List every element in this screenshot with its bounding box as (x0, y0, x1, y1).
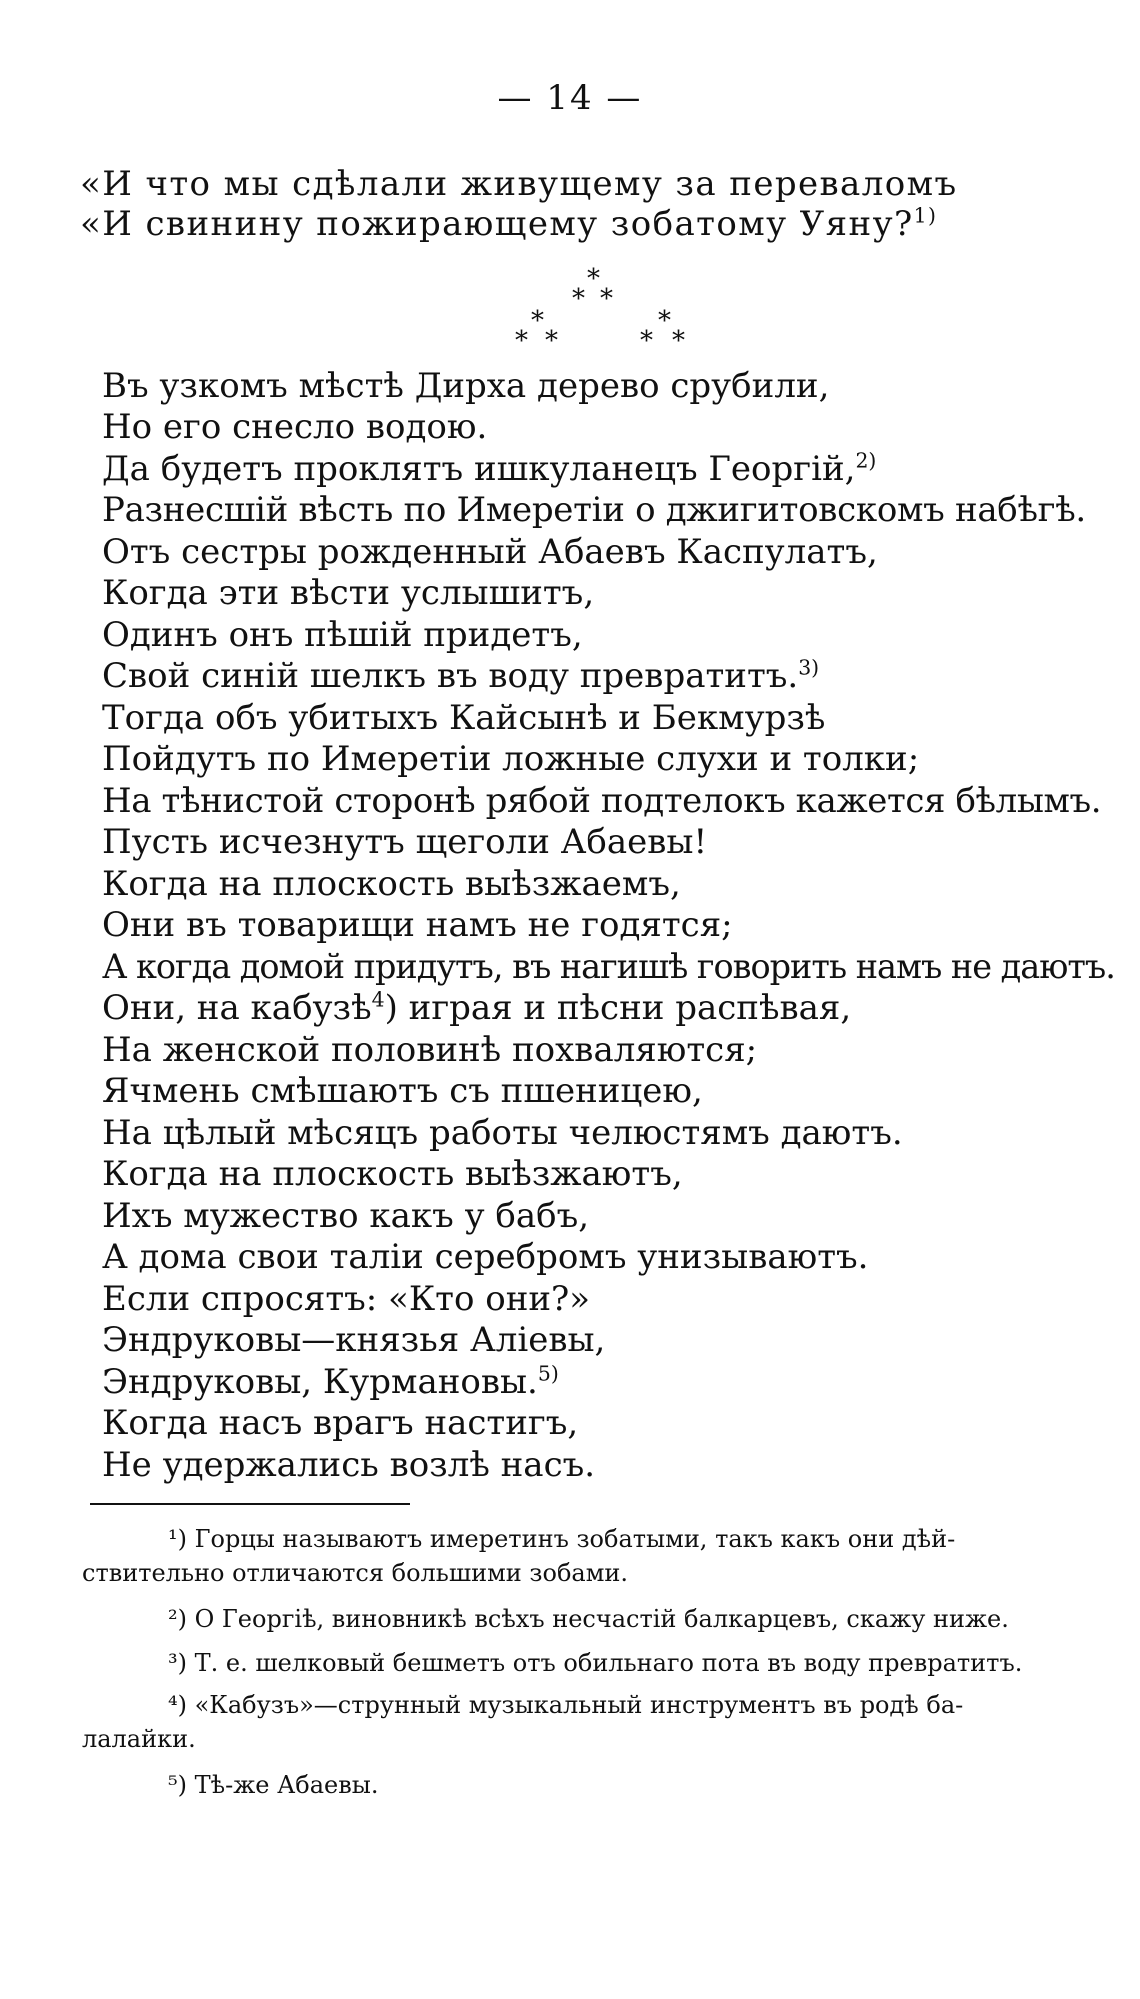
intro-line: «И что мы сдѣлали живущему за переваломъ (80, 164, 958, 204)
asterism-star: * (658, 306, 671, 336)
footnote-mark: 4 (371, 987, 385, 1012)
verse-line (102, 988, 851, 1028)
verse-line (102, 449, 876, 489)
verse-line (102, 1362, 559, 1402)
verse-line: Пусть исчезнутъ щеголи Абаевы! (102, 822, 708, 862)
asterism-star: * (640, 326, 653, 356)
verse-line: Когда эти вѣсти услышитъ, (102, 573, 595, 613)
verse-line (102, 656, 819, 696)
verse-line: Одинъ онъ пѣшій придетъ, (102, 615, 583, 655)
verse-line-text: играя и пѣсни распѣвая, (397, 988, 852, 1028)
verse-line: Они въ товарищи намъ не годятся; (102, 905, 733, 945)
asterism-star: * (515, 326, 528, 356)
verse-line: Эндруковы—князья Аліевы, (102, 1320, 606, 1360)
asterism-star: * (531, 306, 544, 336)
asterism-star: * (587, 264, 600, 294)
verse-line: Въ узкомъ мѣстѣ Дирха дерево срубили, (102, 366, 830, 406)
verse-line: А дома свои таліи серебромъ унизываютъ. (102, 1237, 869, 1277)
page-number: — 14 — (497, 78, 643, 118)
footnote: ³) Т. е. шелковый бешметъ отъ обильнаго пота въ воду превратитъ. (168, 1649, 1023, 1677)
verse-line: Но его снесло водою. (102, 407, 488, 447)
verse-line: Тогда объ убитыхъ Кайсынѣ и Бекмурзѣ (102, 698, 826, 738)
verse-line: Когда насъ врагъ настигъ, (102, 1403, 579, 1443)
verse-line: Разнесшій вѣсть по Имеретіи о джигитовскомъ набѣгѣ. (102, 490, 1086, 530)
asterism-star: * (545, 326, 558, 356)
footnote: ⁵) Тѣ-же Абаевы. (168, 1771, 379, 1799)
intro-line-text: «И свинину пожирающему зобатому Уяну? (80, 204, 914, 244)
verse-line: Отъ сестры рожденный Абаевъ Каспулатъ, (102, 532, 878, 572)
verse-line: Пойдутъ по Имеретіи ложные слухи и толки; (102, 739, 920, 779)
footnote-mark: 1) (913, 203, 938, 228)
verse-line-text: Они, на кабузѣ (102, 988, 372, 1028)
verse-line: Не удержались возлѣ насъ. (102, 1445, 596, 1485)
footnote: ²) О Георгіѣ, виновникѣ всѣхъ несчастій балкарцевъ, скажу ниже. (168, 1605, 1009, 1633)
footnote-mark: 3) (798, 655, 820, 680)
footnote: ствительно отличаются большими зобами. (82, 1559, 629, 1587)
footnote-mark: 2) (855, 448, 877, 473)
footnote-mark: 5) (537, 1361, 559, 1386)
intro-line (80, 204, 937, 244)
verse-line: Если спросятъ: «Кто они?» (102, 1279, 591, 1319)
verse-line: На цѣлый мѣсяцъ работы челюстямъ даютъ. (102, 1113, 903, 1153)
verse-line: Когда на плоскость выѣзжаемъ, (102, 864, 681, 904)
asterism-star: * (572, 284, 585, 314)
footnote-rule (90, 1503, 410, 1505)
footnote: ¹) Горцы называютъ имеретинъ зобатыми, такъ какъ они дѣй- (168, 1525, 956, 1553)
asterism-star: * (600, 284, 613, 314)
verse-line: Когда на плоскость выѣзжаютъ, (102, 1154, 683, 1194)
verse-line-text: Да будетъ проклятъ ишкуланецъ Георгій, (102, 449, 856, 489)
verse-line-text: Эндруковы, Курмановы. (102, 1362, 538, 1402)
verse-line-text: Свой синій шелкъ въ воду превратитъ. (102, 656, 799, 696)
footnote: лалайки. (82, 1725, 196, 1753)
verse-line: Ихъ мужество какъ у бабъ, (102, 1196, 590, 1236)
verse-line: На тѣнистой сторонѣ рябой подтелокъ кажется бѣлымъ. (102, 781, 1102, 821)
verse-line: На женской половинѣ похваляются; (102, 1030, 758, 1070)
verse-line: Ячмень смѣшаютъ съ пшеницею, (102, 1071, 703, 1111)
asterism-star: * (672, 326, 685, 356)
footnote: ⁴) «Кабузъ»—струнный музыкальный инструментъ въ родѣ ба- (168, 1691, 964, 1719)
verse-line: А когда домой придутъ, въ нагишѣ говорить намъ не даютъ. (102, 947, 1115, 986)
verse-line-text: ) (384, 988, 398, 1028)
